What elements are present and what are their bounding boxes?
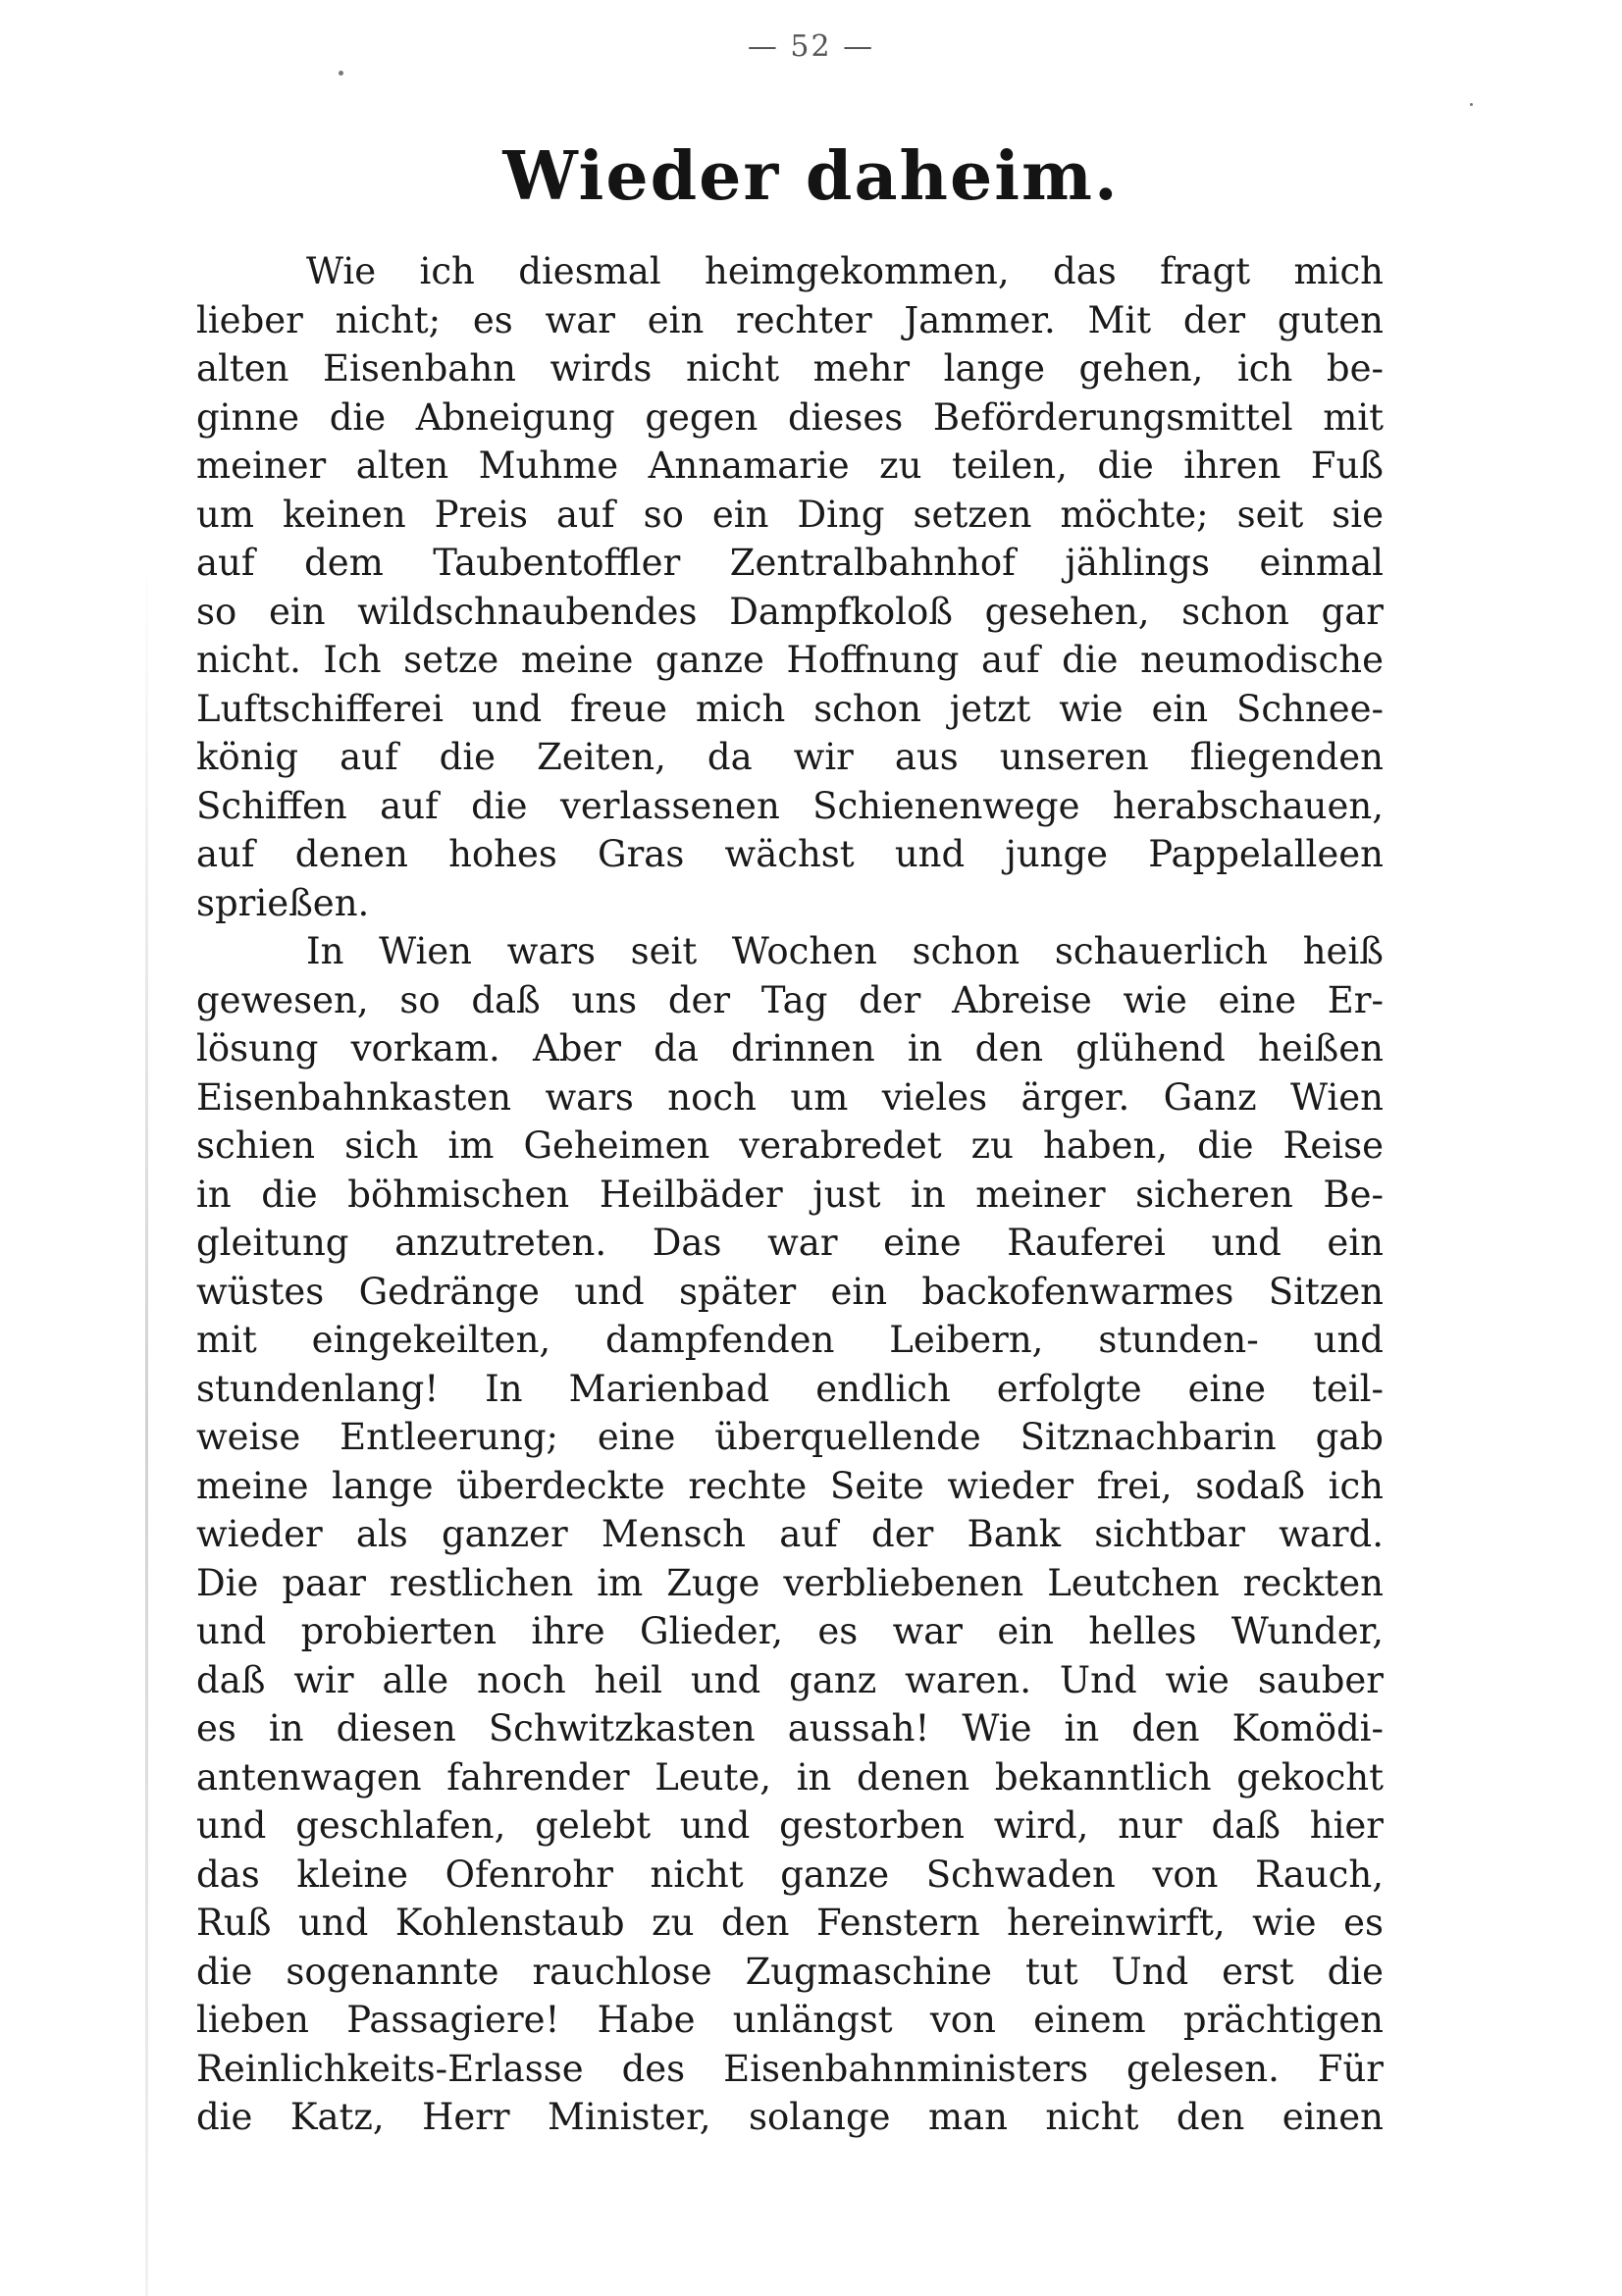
text-line: Reinlichkeits-Erlasse des Eisenbahnministers gelesen. Für	[196, 2047, 1384, 2090]
text-line: Luftschifferei und freue mich schon jetzt wie ein Schnee-	[196, 687, 1384, 730]
scan-speck	[1470, 103, 1473, 106]
spine-shadow	[145, 549, 148, 2296]
body-text	[196, 247, 1384, 2142]
text-line: in die böhmischen Heilbäder just in meiner sicheren Be-	[196, 1173, 1384, 1216]
text-line: lieber nicht; es war ein rechter Jammer. Mit der guten	[196, 298, 1384, 341]
text-line: alten Eisenbahn wirds nicht mehr lange gehen, ich be-	[196, 347, 1384, 390]
text-line: und probierten ihre Glieder, es war ein helles Wunder,	[196, 1610, 1384, 1652]
text-line: gewesen, so daß uns der Tag der Abreise wie eine Er-	[196, 978, 1384, 1021]
text-line: die sogenannte rauchlose Zugmaschine tut Und erst die	[196, 1950, 1384, 1993]
text-line: weise Entleerung; eine überquellende Sitznachbarin gab	[196, 1416, 1384, 1458]
text-line: Die paar restlichen im Zuge verbliebenen Leutchen reckten	[196, 1561, 1384, 1604]
page-number: — 52 —	[747, 29, 875, 64]
text-line: könig auf die Zeiten, da wir aus unseren fliegenden	[196, 736, 1384, 778]
text-line: daß wir alle noch heil und ganz waren. Und wie sauber	[196, 1658, 1384, 1701]
text-line: um keinen Preis auf so ein Ding setzen möchte; seit sie	[196, 493, 1384, 536]
text-line: ginne die Abneigung gegen dieses Beförderungsmittel mit	[196, 395, 1384, 439]
text-line: antenwagen fahrender Leute, in denen bekanntlich gekocht	[196, 1755, 1384, 1799]
text-line: meine lange überdeckte rechte Seite wieder frei, sodaß ich	[196, 1464, 1384, 1507]
text-line: Schiffen auf die verlassenen Schienenwege herabschauen,	[196, 784, 1384, 827]
text-line: lieben Passagiere! Habe unlängst von einem prächtigen	[196, 1999, 1384, 2041]
text-line: das kleine Ofenrohr nicht ganze Schwaden von Rauch,	[196, 1852, 1384, 1896]
text-line: gleitung anzutreten. Das war eine Rauferei und ein	[196, 1222, 1384, 1264]
text-line: sprießen.	[196, 881, 370, 924]
text-line: meiner alten Muhme Annamarie zu teilen, die ihren Fuß	[196, 444, 1384, 487]
text-line: Wie ich diesmal heimgekommen, das fragt mich	[306, 250, 1384, 292]
text-line: wüstes Gedränge und später ein backofenwarmes Sitzen	[196, 1270, 1384, 1313]
text-line: so ein wildschnaubendes Dampfkoloß gesehen, schon gar	[196, 590, 1384, 633]
text-line: die Katz, Herr Minister, solange man nicht den einen	[196, 2096, 1384, 2138]
text-line: Eisenbahnkasten wars noch um vieles ärger. Ganz Wien	[196, 1075, 1384, 1119]
text-line: schien sich im Geheimen verabredet zu haben, die Reise	[196, 1124, 1384, 1167]
text-line: auf denen hohes Gras wächst und junge Pappelalleen	[196, 833, 1384, 875]
text-line: und geschlafen, gelebt und gestorben wird, nur daß hier	[196, 1804, 1384, 1847]
text-line: auf dem Taubentoffler Zentralbahnhof jählings einmal	[196, 542, 1384, 584]
text-line: In Wien wars seit Wochen schon schauerlich heiß	[306, 930, 1384, 972]
text-line: mit eingekeilten, dampfenden Leibern, stunden- und	[196, 1319, 1384, 1361]
text-line: lösung vorkam. Aber da drinnen in den glühend heißen	[196, 1027, 1384, 1070]
text-line: wieder als ganzer Mensch auf der Bank sichtbar ward.	[196, 1513, 1384, 1555]
text-line: stundenlang! In Marienbad endlich erfolgte eine teil-	[196, 1367, 1384, 1410]
text-line: Ruß und Kohlenstaub zu den Fenstern hereinwirft, wie es	[196, 1902, 1384, 1944]
text-line: es in diesen Schwitzkasten aussah! Wie in den Komödi-	[196, 1707, 1384, 1749]
text-line: nicht. Ich setze meine ganze Hoffnung auf die neumodische	[196, 639, 1384, 681]
scan-speck	[339, 71, 343, 76]
page-title: Wieder daheim.	[502, 137, 1120, 216]
